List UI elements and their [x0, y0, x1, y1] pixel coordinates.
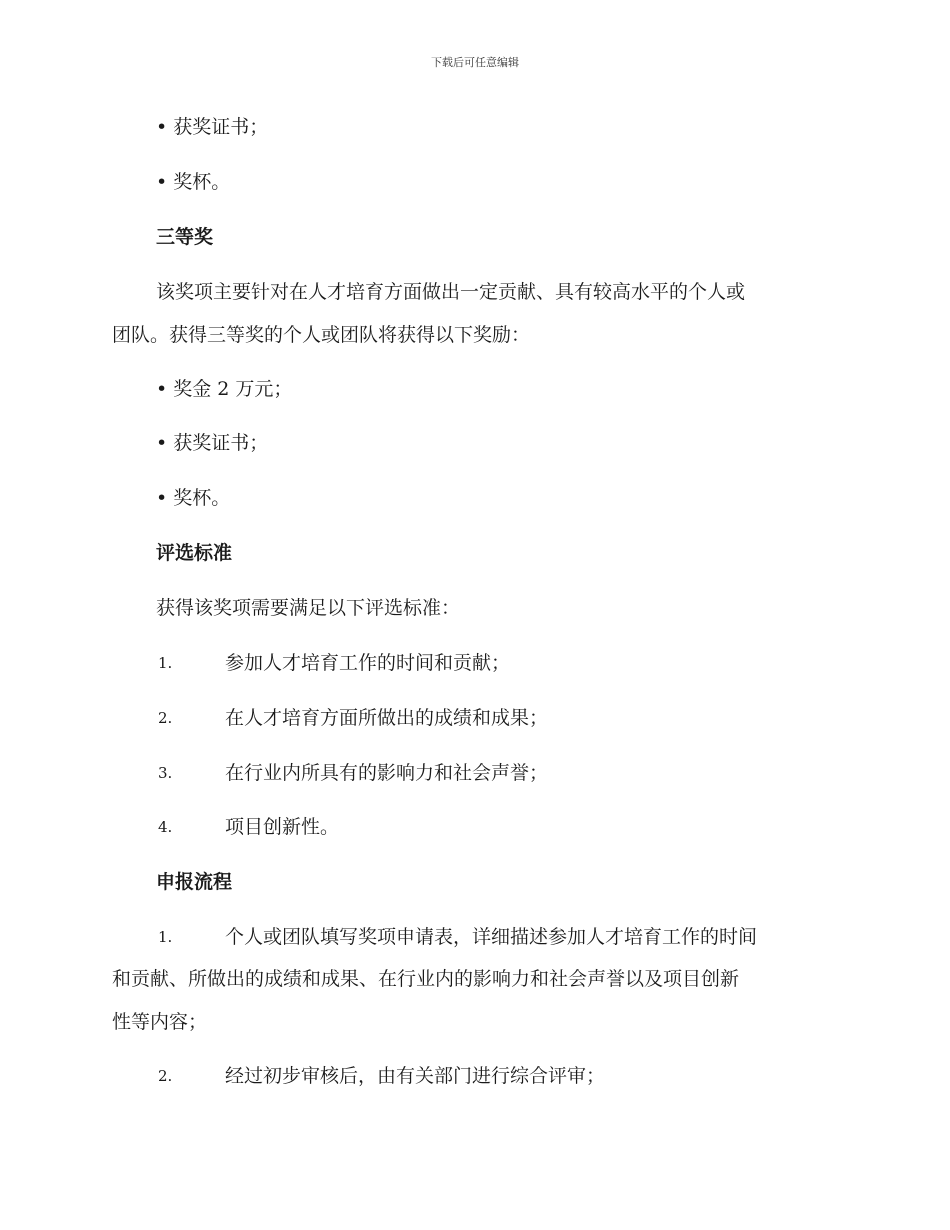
criteria-item-text: 在人才培育方面所做出的成绩和成果； — [225, 707, 549, 729]
criteria-item-text: 项目创新性。 — [225, 816, 340, 838]
bullet-item-trophy: • 奖杯。 — [156, 171, 231, 193]
criteria-item-number: 3. — [158, 764, 173, 782]
criteria-item-text: 在行业内所具有的影响力和社会声誉； — [225, 762, 549, 784]
process-step-number: 1. — [158, 928, 173, 946]
section-heading-process: 申报流程 — [156, 871, 233, 893]
criteria-item-number: 1. — [158, 654, 173, 672]
bullet-item-trophy-2: • 奖杯。 — [156, 487, 231, 509]
process-step2-text: 经过初步审核后，由有关部门进行综合评审； — [225, 1065, 606, 1087]
bullet-item-bonus: • 奖金 2 万元； — [156, 378, 293, 400]
section-heading-third-prize: 三等奖 — [156, 226, 214, 248]
criteria-item-text: 参加人才培育工作的时间和贡献； — [225, 652, 511, 674]
criteria-intro: 获得该奖项需要满足以下评选标准： — [156, 597, 461, 619]
process-step1-line3: 性等内容； — [112, 1011, 208, 1033]
bullet-item-certificate-2: • 获奖证书； — [156, 432, 269, 454]
page-header: 下载后可任意编辑 — [431, 56, 519, 69]
bullet-item-certificate: • 获奖证书； — [156, 116, 269, 138]
third-prize-desc-line2: 团队。获得三等奖的个人或团队将获得以下奖励： — [112, 324, 531, 346]
process-step-number: 2. — [158, 1067, 173, 1085]
third-prize-desc-line1: 该奖项主要针对在人才培育方面做出一定贡献、具有较高水平的个人或 — [156, 281, 746, 303]
criteria-item-number: 4. — [158, 818, 173, 836]
process-step1-line1: 个人或团队填写奖项申请表，详细描述参加人才培育工作的时间 — [225, 926, 758, 948]
criteria-item-number: 2. — [158, 709, 173, 727]
process-step1-line2: 和贡献、所做出的成绩和成果、在行业内的影响力和社会声誉以及项目创新 — [112, 968, 740, 990]
section-heading-criteria: 评选标准 — [156, 542, 233, 564]
